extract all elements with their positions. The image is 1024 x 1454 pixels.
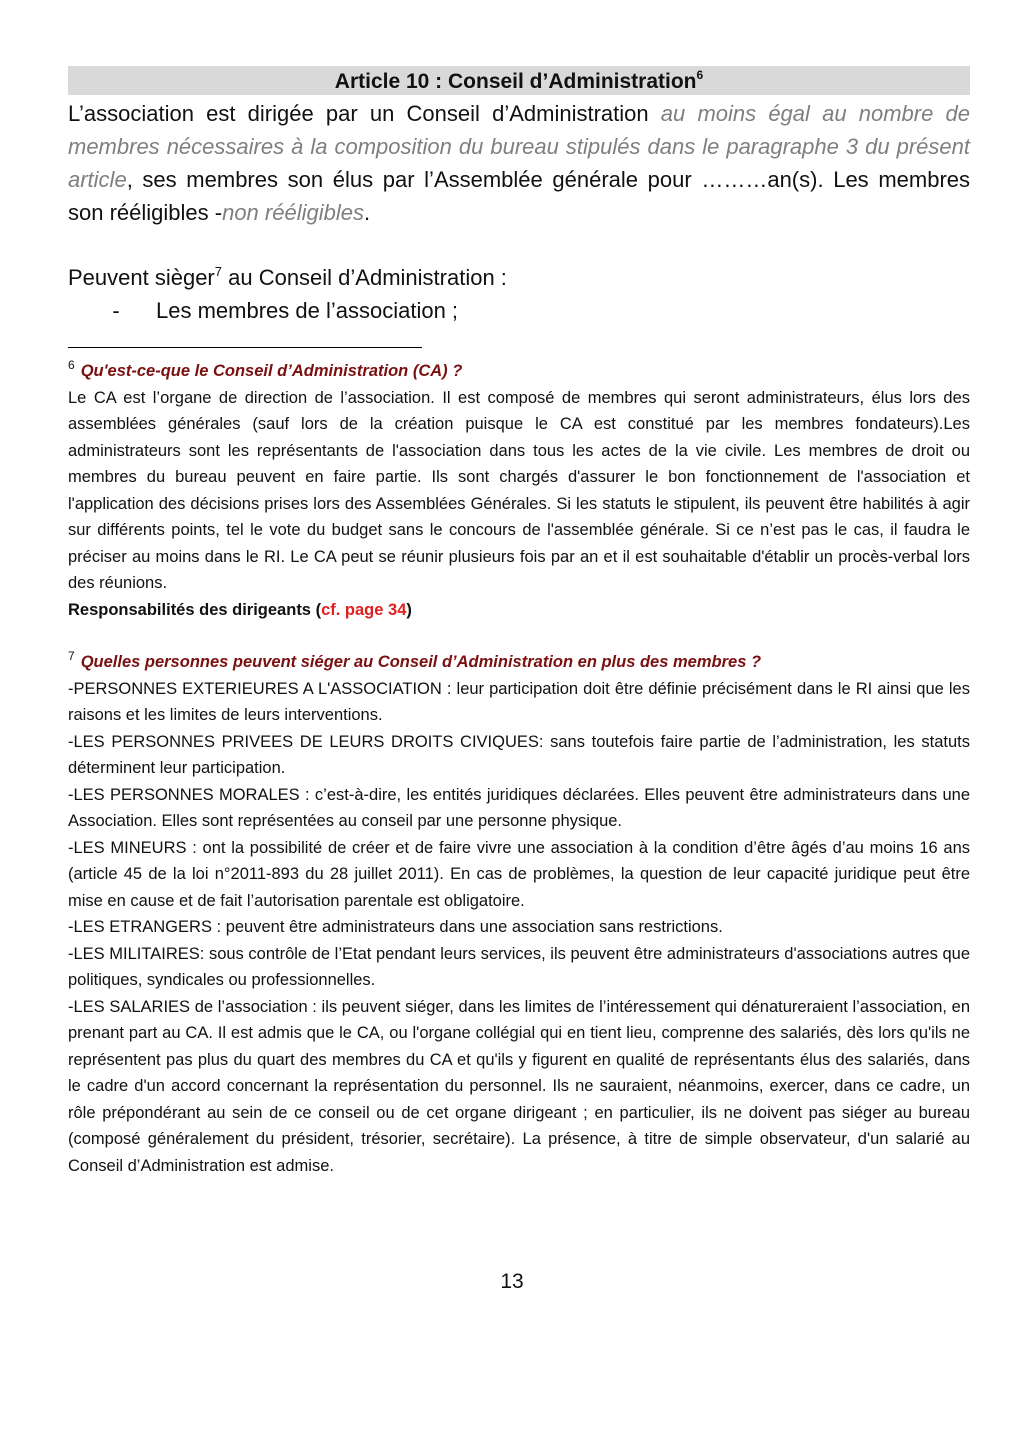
article-paragraph-1: L’association est dirigée par un Conseil d’Administration au moins égal au nombre de membres nécessaires à la composition du bureau stipulés dans le paragraphe 3 du présent article, ses membres son élus par l’Assemblée générale pour ………an(s). Les membres son rééligibles -non rééligibles.: [68, 101, 970, 225]
list-item: -LES SALARIES de l’association : ils peuvent siéger, dans les limites de l’intéressement qui dénatureraient l’association, en prenant part au CA. Il est admis que le CA, ou l'organe collégial qui en tient lieu, comprenne des salariés, dès lors qu'ils ne représentent pas plus du quart des membres du CA et qu'ils y figurent en qualité de représentants élus des salariés, dans le cadre d'un accord concernant la représentation du personnel. Ils ne sauraient, néanmoins, exercer, dans ce cadre, un rôle prépondérant au sein de ce conseil ou de cet organe dirigeant ; en particulier, ils ne doivent pas siéger au bureau (composé généralement du président, trésorier, secrétaire). La présence, à titre de simple observateur, d'un salarié au Conseil d’Administration est admise.: [68, 997, 970, 1175]
optional-text-2: non rééligibles: [222, 200, 364, 225]
article-title: Article 10 : Conseil d’Administration$^6$: [68, 66, 970, 95]
optional-text: au moins égal au nombre de membres nécessaires à la composition du bureau stipulés dans le paragraphe 3 du présent article: [68, 101, 970, 192]
page-content: [68, 66, 970, 1179]
list-item: - Les membres de l’association ;: [112, 298, 459, 323]
list-item: -LES PERSONNES MORALES : c’est-à-dire, les entités juridiques déclarées. Elles peuvent être administrateurs dans une Association. Elles sont représentées au conseil par une personne physique.: [68, 785, 970, 830]
footnote-6-reference: Responsabilités des dirigeants (cf. page 34): [68, 600, 412, 619]
article-paragraph-2: Peuvent sièger$^7$ au Conseil d’Administration :: [68, 264, 507, 290]
list-item: -LES MINEURS : ont la possibilité de créer et de faire vivre une association à la condition d’être âgés d’au moins 16 ans (article 45 de la loi n°2011-893 du 28 juillet 2011). En cas de problèmes, la question de leur capacité juridique peut être mise en cause et de fait l’autorisation parentale est obligatoire.: [68, 838, 970, 910]
footnote-6-body: Le CA est l’organe de direction de l’association. Il est composé de membres qui seront administrateurs, élus lors des assemblées générales (sauf lors de la création puisque le CA est constitué par les membres fondateurs).Les administrateurs sont les représentants de l'association dans tous les actes de la vie civile. Les membres de droit ou membres du bureau peuvent en faire partie. Ils sont chargés d'assurer le bon fonctionnement de l'association et l'application des décisions prises lors des Assemblées Générales. Si les statuts le stipulent, ils peuvent être habilités à agir sur différents points, tel le vote du budget sans le concours de l'assemblée générale. Si ce n’est pas le cas, il faudra le préciser au moins dans le RI. Le CA peut se réunir plusieurs fois par an et il est souhaitable d'établir un procès-verbal lors des réunions.: [68, 388, 970, 592]
footnote-ref-6[interactable]: 6: [696, 68, 704, 82]
footnote-7-body: [68, 676, 970, 1180]
list-item: -PERSONNES EXTERIEURES A L'ASSOCIATION : leur participation doit être définie précisément dans le RI ainsi que les raisons et les limites de leurs interventions.: [68, 679, 970, 724]
page-number: 13: [500, 1270, 524, 1293]
list-item: -LES PERSONNES PRIVEES DE LEURS DROITS CIVIQUES: sans toutefois faire partie de l’administration, les statuts déterminent leur participation.: [68, 732, 970, 777]
page-link[interactable]: cf. page 34: [321, 600, 407, 619]
footnote-7-heading: $^7$ Quelles personnes peuvent siéger au Conseil d’Administration en plus des membres ?: [68, 649, 762, 671]
list-item: -LES ETRANGERS : peuvent être administrateurs dans une association sans restrictions.: [68, 918, 723, 936]
footnote-ref-7[interactable]: 7: [214, 264, 222, 279]
list-item: -LES MILITAIRES: sous contrôle de l’Etat pendant leurs services, ils peuvent être administrateurs d'associations autres que politiques, syndicales ou professionnelles.: [68, 944, 970, 989]
footnote-separator: [68, 347, 422, 348]
footnote-6-heading: $^6$ Qu'est-ce-que le Conseil d’Administration (CA) ?: [68, 358, 463, 380]
